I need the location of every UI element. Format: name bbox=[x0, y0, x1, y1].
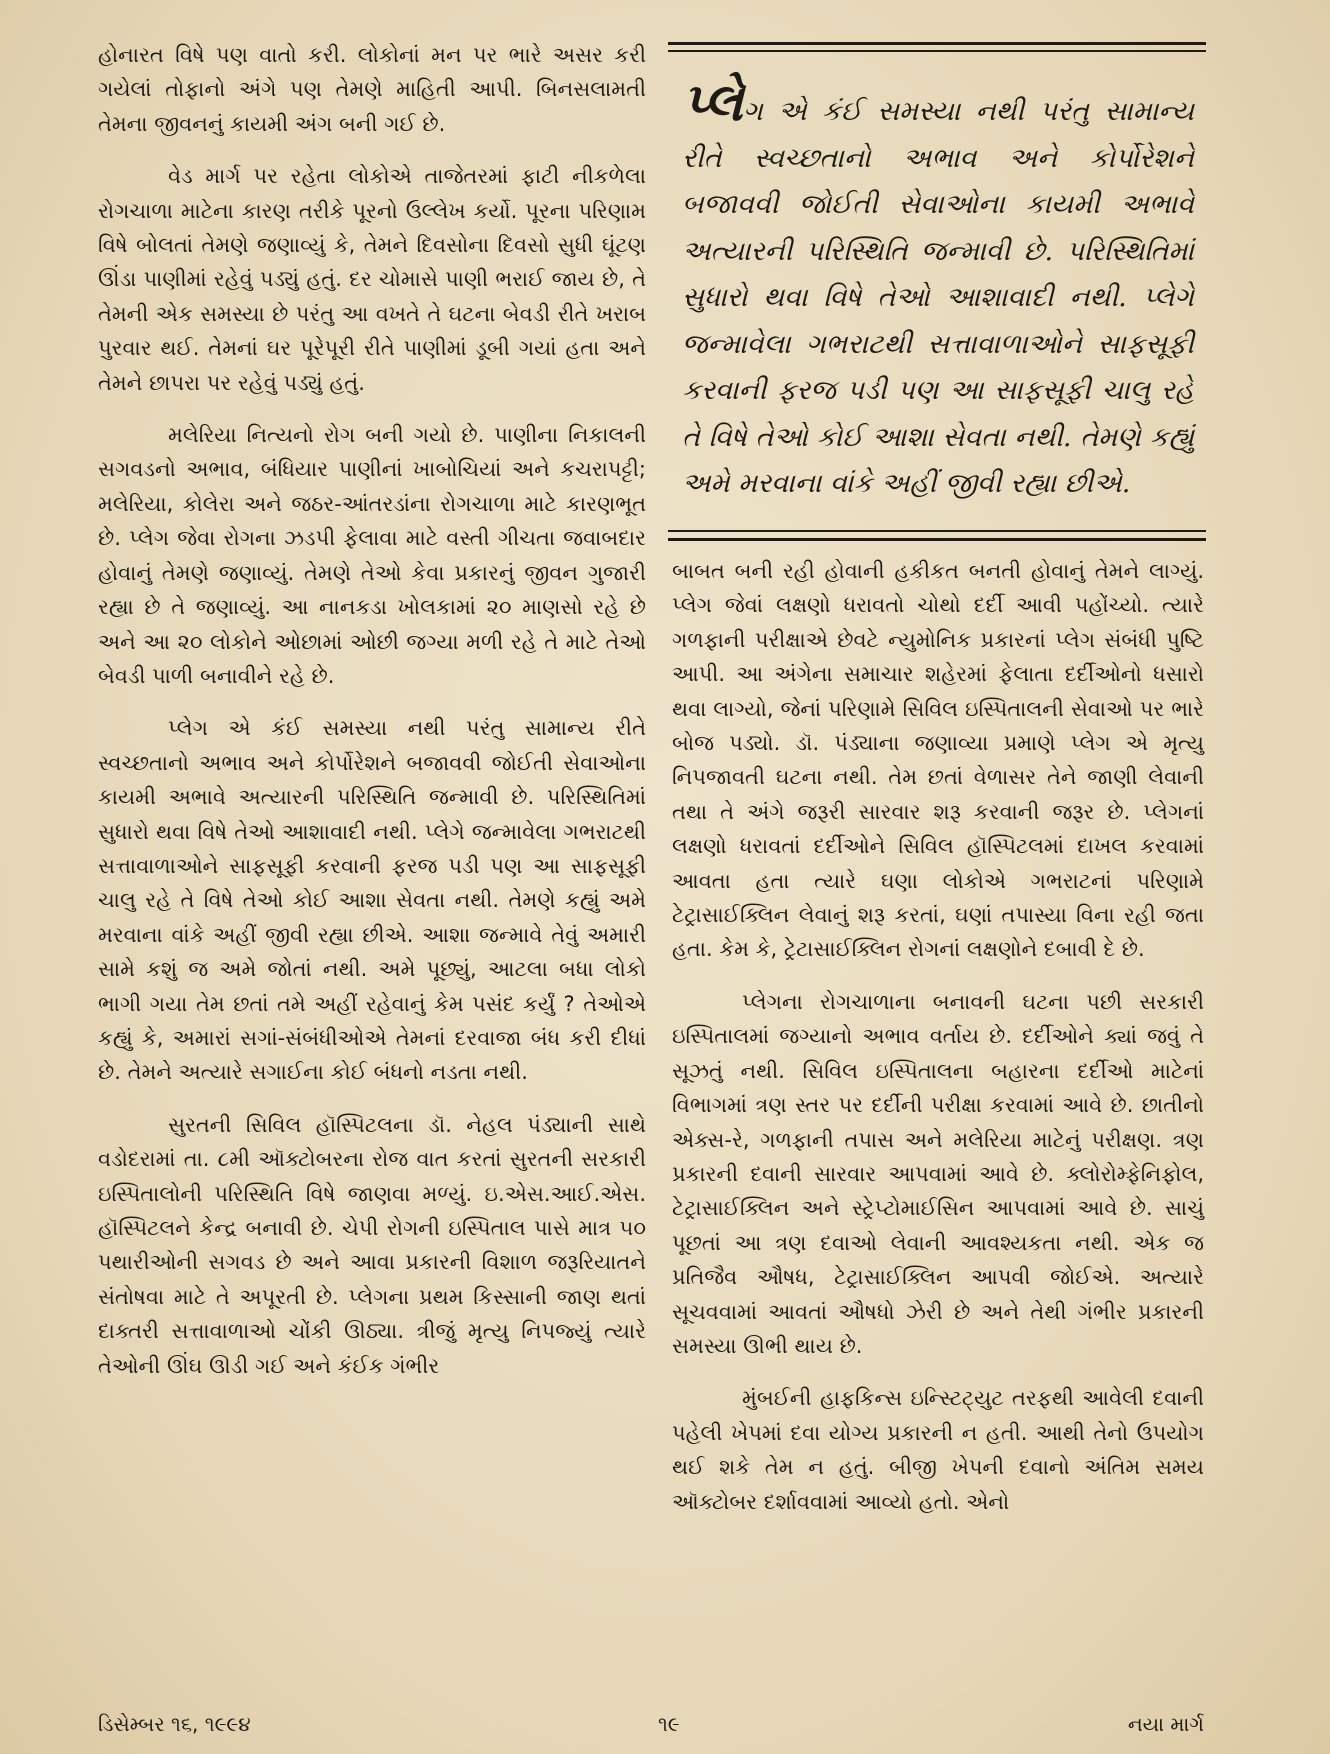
paragraph: મુંબઈની હાફકિન્સ ઇન્સ્ટિટ્યુટ તરફથી આવેલી દવાની પહેલી ખેપમાં દવા યોગ્ય પ્રકારની ન હતી. આથી તેનો ઉપયોગ થઈ શકે તેમ ન હતું. બીજી ખેપની દવાનો અંતિમ સમય ઑક્ટોબર દર્શાવવામાં આવ્યો હતો. એનો bbox=[672, 1386, 1204, 1514]
right-column bbox=[672, 554, 1204, 1519]
page-footer bbox=[98, 1712, 1204, 1742]
paragraph: મલેરિયા નિત્યનો રોગ બની ગયો છે. પાણીના નિકાલની સગવડનો અભાવ, બંધિયાર પાણીનાં ખાબોચિયાં અને કચરાપટ્ટી; મલેરિયા, કોલેરા અને જઠર-આંતરડાંના રોગચાળા માટે કારણભૂત છે. પ્લેગ જેવા રોગના ઝડપી ફેલાવા માટે વસ્તી ગીચતા જવાબદાર હોવાનું તેમણે જણાવ્યું. તેમણે તેઓ કેવા પ્રકારનું જીવન ગુજારી રહ્યા છે તે જણાવ્યું. આ નાનકડા ખોલકામાં ૨૦ માણસો રહે છે અને આ ૨૦ લોકોને ઓછામાં ઓછી જગ્યા મળી રહે તે માટે તેઓ બેવડી પાળી બનાવીને રહે છે. bbox=[98, 423, 646, 688]
pull-quote-bottom-rule-thin bbox=[668, 530, 1206, 532]
pull-quote-bottom-rule bbox=[668, 538, 1206, 541]
pull-quote-body: ગ એ કંઈ સમસ્યા નથી પરંતુ સામાન્ય રીતે સ્વચ્છતાનો અભાવ અને કોર્પોરેશને બજાવવી જોઈતી સેવાઓના કાયમી અભાવે અત્યારની પરિસ્થિતિ જન્માવી છે. પરિસ્થિતિમાં સુધારો થવા વિષે તેઓ આશાવાદી નથી. પ્લેગે જન્માવેલા ગભરાટથી સત્તાવાળાઓને સાફસૂફી કરવાની ફરજ પડી પણ આ સાફસૂફી ચાલુ રહે તે વિષે તેઓ કોઈ આશા સેવતા નથી. તેમણે કહ્યું અમે મરવાના વાંકે અહીં જીવી રહ્યા છીએ. bbox=[682, 96, 1194, 499]
paragraph: વેડ માર્ગ પર રહેતા લોકોએ તાજેતરમાં ફાટી નીકળેલા રોગચાળા માટેના કારણ તરીકે પૂરનો ઉલ્લેખ કર્યો. પૂરના પરિણામ વિષે બોલતાં તેમણે જણાવ્યું કે, તેમને દિવસોના દિવસો સુધી ઘૂંટણ ઊંડા પાણીમાં રહેવું પડ્યું હતું. દર ચોમાસે પાણી ભરાઈ જાય છે, તે તેમની એક સમસ્યા છે પરંતુ આ વખતે તે ઘટના બેવડી રીતે ખરાબ પુરવાર થઈ. તેમનાં ઘર પૂરેપૂરી રીતે પાણીમાં ડૂબી ગયાં હતા અને તેમને છાપરા પર રહેવું પડ્યું હતું. bbox=[98, 164, 646, 395]
pull-quote-text bbox=[682, 72, 1194, 508]
pull-quote-dropcap: પ્લે bbox=[682, 72, 743, 133]
paragraph: બાબત બની રહી હોવાની હકીકત બનતી હોવાનું તેમને લાગ્યું. પ્લેગ જેવાં લક્ષણો ધરાવતો ચોથો દર્દી આવી પહોંચ્યો. ત્યારે ગળફાની પરીક્ષાએ છેવટે ન્યુમોનિક પ્રકારનાં પ્લેગ સંબંધી પુષ્ટિ આપી. આ અંગેના સમાચાર શહેરમાં ફેલાતા દર્દીઓનો ધસારો થવા લાગ્યો, જેનાં પરિણામે સિવિલ ઇસ્પિતાલની સેવાઓ પર ભારે બોજ પડ્યો. ડૉ. પંડ્યાના જણાવ્યા પ્રમાણે પ્લેગ એ મૃત્યુ નિપજાવતી ઘટના નથી. તેમ છતાં વેળાસર તેને જાણી લેવાની તથા તે અંગે જરૂરી સારવાર શરૂ કરવાની જરૂર છે. પ્લેગનાં લક્ષણો ધરાવતાં દર્દીઓને સિવિલ હૉસ્પિટલમાં દાખલ કરવામાં આવતા હતા ત્યારે ઘણા લોકોએ ગભરાટનાં પરિણામે ટેટ્રાસાઈક્લિન લેવાનું શરૂ કરતાં, ઘણાં તપાસ્યા વિના રહી જતા હતા. કેમ કે, ટ્રેટાસાઈક્લિન રોગનાં લક્ષણોને દબાવી દે છે. bbox=[672, 559, 1204, 962]
footer-date: ડિસેમ્બર ૧૬, ૧૯૯૪ bbox=[98, 1712, 251, 1736]
paragraph: સુરતની સિવિલ હૉસ્પિટલના ડૉ. નેહલ પંડ્યાની સાથે વડોદરામાં તા. ૮મી ઑક્ટોબરના રોજ વાત કરતાં સુરતની સરકારી ઇસ્પિતાલોની પરિસ્થિતિ વિષે જાણવા મળ્યું. ઇ.એસ.આઈ.એસ. હૉસ્પિટલને કેન્દ્ર બનાવી છે. ચેપી રોગની ઇસ્પિતાલ પાસે માત્ર ૫૦ પથારીઓની સગવડ છે અને આવા પ્રકારની વિશાળ જરૂરિયાતને સંતોષવા માટે તે અપૂરતી છે. પ્લેગના પ્રથમ કિસ્સાની જાણ થતાં દાક્તરી સત્તાવાળાઓ ચોંકી ઊઠ્યા. ત્રીજું મૃત્યુ નિપજ્યું ત્યારે તેઓની ઊંઘ ઊડી ગઈ અને કંઈક ગંભીર bbox=[98, 1112, 646, 1378]
paragraph: પ્લેગ એ કંઈ સમસ્યા નથી પરંતુ સામાન્ય રીતે સ્વચ્છતાનો અભાવ અને કોર્પોરેશને બજાવવી જોઈતી સેવાઓના કાયમી અભાવે અત્યારની પરિસ્થિતિ જન્માવી છે. પરિસ્થિતિમાં સુધારો થવા વિષે તેઓ આશાવાદી નથી. પ્લેગે જન્માવેલા ગભરાટથી સત્તાવાળાઓને સાફસૂફી કરવાની ફરજ પડી પણ આ સાફસૂફી ચાલુ રહે તે વિષે તેઓ કોઈ આશા સેવતા નથી. તેમણે કહ્યું અમે મરવાના વાંકે અહીં જીવી રહ્યા છીએ. આશા જન્માવે તેવું અમારી સામે કશું જ અમે જોતાં નથી. અમે પૂછ્યું, આટલા બધા લોકો ભાગી ગયા તેમ છતાં તમે અહીં રહેવાનું કેમ પસંદ કર્યું ? તેઓએ કહ્યું કે, અમારાં સગાં-સંબંધીઓએ તેમનાં દરવાજા બંધ કરી દીધાં છે. તેમને અત્યારે સગાઈના કોઈ બંધનો નડતા નથી. bbox=[98, 716, 646, 1085]
paragraph: પ્લેગના રોગચાળાના બનાવની ઘટના પછી સરકારી ઇસ્પિતાલમાં જગ્યાનો અભાવ વર્તાય છે. દર્દીઓને ક્યાં જવું તે સૂઝતું નથી. સિવિલ ઇસ્પિતાલના બહારના દર્દીઓ માટેનાં વિભાગમાં ત્રણ સ્તર પર દર્દીની પરીક્ષા કરવામાં આવે છે. છાતીનો એક્સ-રે, ગળફાની તપાસ અને મલેરિયા માટેનું પરીક્ષણ. ત્રણ પ્રકારની દવાની સારવાર આપવામાં આવે છે. ક્લોરોમ્ફેનિફોલ, ટેટ્રાસાઈક્લિન અને સ્ટ્રેપ્ટોમાઈસિન આપવામાં આવે છે. સાચું પૂછતાં આ ત્રણ દવાઓ લેવાની આવશ્યકતા નથી. એક જ પ્રતિજૈવ ઔષધ, ટેટ્રાસાઈક્લિન આપવી જોઈએ. અત્યારે સૂચવવામાં આવતાં ઔષધો ઝેરી છે અને તેથી ગંભીર પ્રકારની સમસ્યા ઊભી થાય છે. bbox=[672, 989, 1204, 1358]
magazine-name: નયા માર્ગ bbox=[1127, 1712, 1204, 1736]
paragraph: હોનારત વિષે પણ વાતો કરી. લોકોનાં મન પર ભારે અસર કરી ગયેલાં તોફાનો અંગે પણ તેમણે માહિતી આપી. બિનસલામતી તેમના જીવનનું કાયમી અંગ બની ગઈ છે. bbox=[98, 43, 646, 136]
pull-quote-top-rule-thin bbox=[668, 50, 1206, 52]
left-column bbox=[98, 38, 646, 1383]
pull-quote bbox=[668, 42, 1206, 544]
pull-quote-top-rule bbox=[668, 42, 1206, 45]
page-number: ૧૯ bbox=[658, 1712, 680, 1736]
